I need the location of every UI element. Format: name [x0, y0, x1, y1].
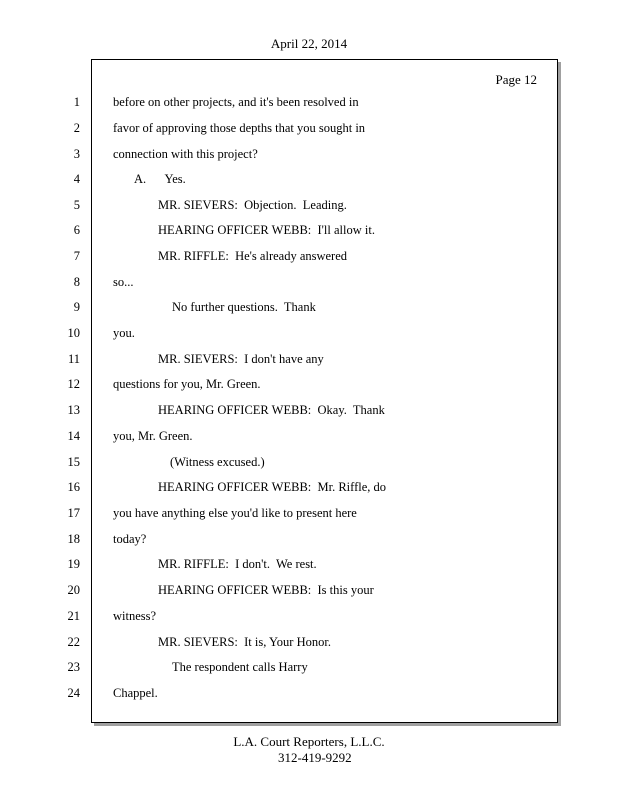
- line-text: witness?: [113, 609, 157, 623]
- line-number: 6: [73, 223, 80, 237]
- line-number: 1: [73, 95, 80, 109]
- line-text: connection with this project?: [113, 147, 258, 161]
- line-number: 15: [67, 455, 80, 469]
- line-number: 17: [67, 506, 80, 520]
- line-number: 14: [67, 429, 80, 443]
- line-number: 11: [67, 352, 80, 366]
- line-text: today?: [113, 532, 147, 546]
- line-text: No further questions. Thank: [172, 300, 316, 314]
- line-number: 5: [73, 198, 80, 212]
- line-number: 21: [67, 609, 80, 623]
- line-text: A. Yes.: [134, 172, 186, 186]
- line-text: Chappel.: [113, 686, 158, 700]
- line-text: questions for you, Mr. Green.: [113, 377, 261, 391]
- line-number: 19: [67, 557, 80, 571]
- line-text: (Witness excused.): [170, 455, 265, 469]
- line-number: 12: [67, 377, 80, 391]
- line-text: HEARING OFFICER WEBB: Mr. Riffle, do: [158, 480, 387, 494]
- line-text: HEARING OFFICER WEBB: I'll allow it.: [158, 223, 375, 237]
- line-number: 4: [73, 172, 80, 186]
- line-number: 16: [67, 480, 80, 494]
- header-date: April 22, 2014: [270, 36, 348, 51]
- line-number: 7: [73, 249, 80, 263]
- footer-company: L.A. Court Reporters, L.L.C.: [233, 734, 385, 749]
- line-number: 3: [73, 147, 80, 161]
- line-number: 10: [67, 326, 80, 340]
- line-text: MR. RIFFLE: He's already answered: [158, 249, 348, 263]
- line-text: so...: [113, 275, 134, 289]
- line-number: 20: [67, 583, 80, 597]
- line-text: MR. SIEVERS: Objection. Leading.: [158, 198, 347, 212]
- line-text: before on other projects, and it's been resolved in: [113, 95, 359, 109]
- line-number: 2: [73, 121, 80, 135]
- line-text: favor of approving those depths that you sought in: [113, 121, 366, 135]
- line-text: HEARING OFFICER WEBB: Okay. Thank: [158, 403, 385, 417]
- line-text: MR. SIEVERS: It is, Your Honor.: [158, 635, 331, 649]
- line-number: 18: [67, 532, 80, 546]
- footer-phone: 312-419-9292: [278, 750, 352, 765]
- line-text: MR. SIEVERS: I don't have any: [158, 352, 324, 366]
- line-number: 22: [67, 635, 80, 649]
- line-text: you have anything else you'd like to present here: [113, 506, 357, 520]
- page-number: Page 12: [495, 72, 537, 87]
- line-text: The respondent calls Harry: [172, 660, 308, 674]
- line-text: you.: [113, 326, 135, 340]
- line-text: you, Mr. Green.: [113, 429, 193, 443]
- line-number: 8: [73, 275, 80, 289]
- line-text: HEARING OFFICER WEBB: Is this your: [158, 583, 374, 597]
- line-number: 24: [67, 686, 80, 700]
- line-number: 23: [67, 660, 80, 674]
- line-number: 13: [67, 403, 80, 417]
- line-text: MR. RIFFLE: I don't. We rest.: [158, 557, 317, 571]
- line-number: 9: [73, 300, 80, 314]
